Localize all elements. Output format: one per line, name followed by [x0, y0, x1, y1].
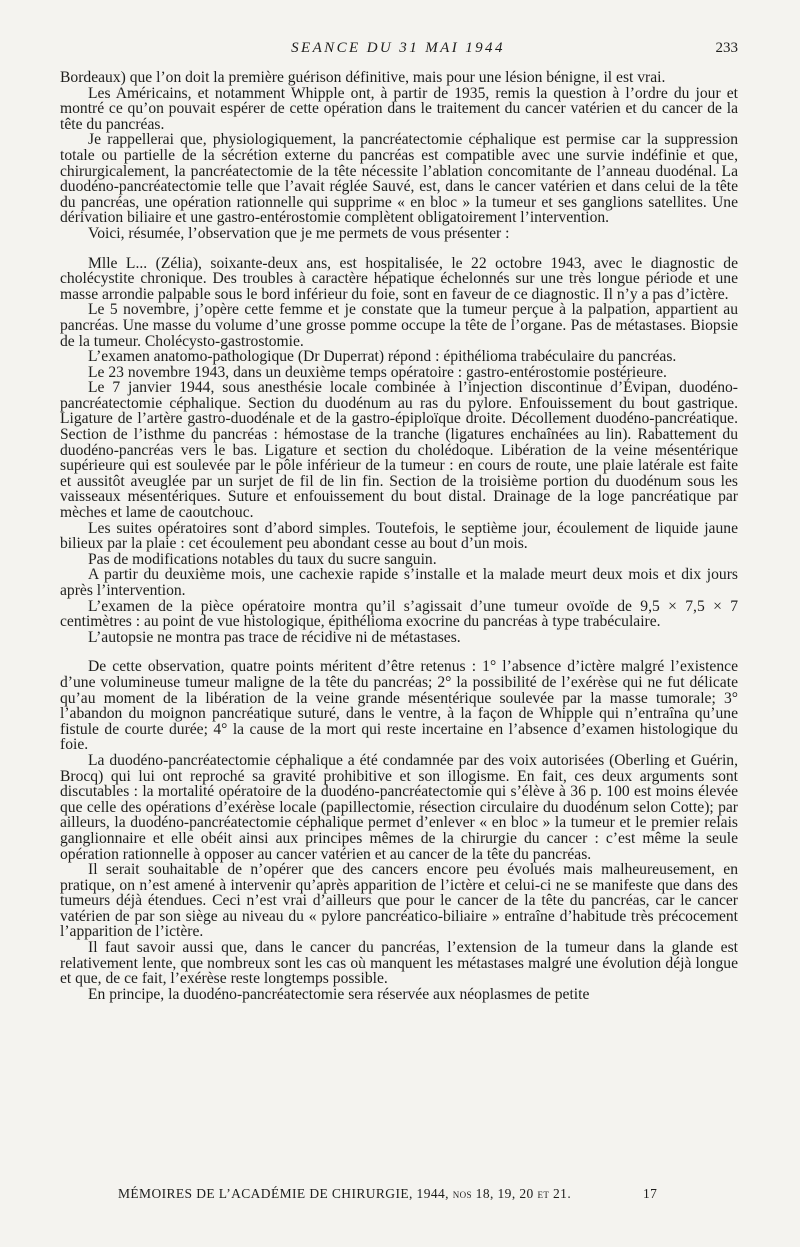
paragraph: L’examen anatomo-pathologique (Dr Duperrat) répond : épithélioma trabéculaire du pancréas. [88, 348, 677, 366]
paragraph: Le 23 novembre 1943, dans un deuxième temps opératoire : gastro-entérostomie postérieure. [88, 363, 667, 381]
paragraph: Le 5 novembre, j’opère cette femme et je constate que la tumeur perçue à la palpation, appartient au pancréas. Une masse du volume d’une grosse pomme occupe la tête de l’organe. Pas de métastases. Biopsie de la tumeur. Cholécysto-gastrostomie. [60, 301, 738, 350]
paragraph: Voici, résumée, l’observation que je me permets de vous présenter : [88, 224, 510, 242]
paragraph: Les suites opératoires sont d’abord simples. Toutefois, le septième jour, écoulement de liquide jaune bilieux par la plaie : cet écoulement peu abondant cesse au bout d’un mois. [60, 519, 738, 553]
paragraph: Les Américains, et notamment Whipple ont, à partir de 1935, remis la question à l’ordre du jour et montré ce qu’on pouvait espérer de cette opération dans le traitement du cancer vatérien et du cancer de la tête du pancréas. [60, 84, 738, 133]
paragraph: Pas de modifications notables du taux du sucre sanguin. [88, 550, 437, 568]
paragraph: Je rappellerai que, physiologiquement, la pancréatectomie céphalique est permise car la suppression totale ou partielle de la sécrétion externe du pancréas est compatible avec une survie indéfinie et que, chirurgicalement, la pancréatectomie de la tête nécessite l’ablation concomitante de l’anneau duodénal. La duodéno-pancréatectomie telle que l’avait réglée Sauvé, est, dans le cancer vatérien et dans celui de la tête du pancréas, une opération rationnelle qui supprime « en bloc » la tumeur et ses ganglions satellites. Une dérivation biliaire et une gastro-entérostomie complètent obligatoirement l’intervention. [60, 131, 738, 227]
paragraph: L’autopsie ne montra pas trace de récidive ni de métastases. [88, 628, 461, 646]
paragraph: Le 7 janvier 1944, sous anesthésie locale combinée à l’injection discontinue d’Évipan, duodéno-pancréatectomie céphalique. Section du duodénum au ras du pylore. Enfouissement du bout gastrique. Ligature de l’artère gastro-duodénale et de la gastro-épiploïque droite. Décollement duodéno-pancréatique. Section de l’isthme du pancréas : hémostase de la tranche (ligatures enchaînées au lin). Rabattement du duodéno-pancréas vers le bas. Ligature et section du cholédoque. Libération de la veine mésentérique supérieure qui est soulevée par le pôle inférieur de la tumeur : en cours de route, une plaie latérale est faite et aussitôt aveuglée par un surjet de fil de lin fin. Section de la troisième portion du duodénum sous les vaisseaux mésentériques. Suture et enfouissement du bout distal. Drainage de la loge pancréatique par mèches et lame de caoutchouc. [60, 379, 738, 522]
page-header [58, 40, 738, 60]
body-text [60, 70, 738, 1002]
paragraph: En principe, la duodéno-pancréatectomie sera réservée aux néoplasmes de petite [88, 985, 590, 1003]
paragraph: Il serait souhaitable de n’opérer que des cancers encore peu évolués mais malheureusement, en pratique, on n’est amené à intervenir qu’après apparition de l’ictère et celui-ci ne se manifeste que dans des tumeurs déjà étendues. Ceci n’est vrai d’ailleurs que pour le cancer de la tête du pancréas, car le cancer vatérien de par son siège au niveau du « pylore pancréatico-biliaire » entraîne d’habitude très précocement l’apparition de l’ictère. [60, 861, 738, 941]
paragraph: A partir du deuxième mois, une cachexie rapide s’installe et la malade meurt deux mois et dix jours après l’intervention. [60, 566, 738, 599]
paragraph: De cette observation, quatre points méritent d’être retenus : 1° l’absence d’ictère malgré l’existence d’une volumineuse tumeur maligne de la tête du pancréas; 2° la possibilité de l’exérèse qui ne fut délicate qu’au moment de la libération de la veine grande mésentérique soulevée par la masse tumorale; 3° l’abandon du moignon pancréatique suturé, dans le ventre, à la façon de Whipple qui n’entraîna qu’une fistule de courte durée; 4° la cause de la mort qui reste incertaine en l’absence d’examen histologique du foie. [60, 658, 738, 754]
running-title: SEANCE DU 31 MAI 1944 [291, 40, 505, 56]
page-number: 233 [715, 40, 738, 56]
paragraph: Il faut savoir aussi que, dans le cancer du pancréas, l’extension de la tumeur dans la glande est relativement lente, que nombreux sont les cas où manquent les métastases malgré une évolution déjà longue et que, de ce fait, l’exérèse reste longtemps possible. [60, 939, 738, 988]
footer-folio: MÉMOIRES DE L’ACADÉMIE DE CHIRURGIE, 1944, nos 18, 19, 20 et 21. [118, 1186, 572, 1201]
case-report [60, 256, 738, 646]
paragraph: Bordeaux) que l’on doit la première guérison définitive, mais pour une lésion bénigne, il est vrai. [60, 69, 666, 86]
paragraph: L’examen de la pièce opératoire montra qu’il s’agissait d’une tumeur ovoïde de 9,5 × 7,5 × 7 centimètres : au point de vue histologique, épithélioma exocrine du pancréas à type trabéculaire. [60, 597, 738, 631]
footer-signature: 17 [643, 1186, 658, 1201]
paragraph: Mlle L... (Zélia), soixante-deux ans, est hospitalisée, le 22 octobre 1943, avec le diagnostic de cholécystite chronique. Des troubles à caractère hépatique échelonnés sur une très longue période et une masse arrondie palpable sous le bord inférieur du foie, sont en faveur de ce diagnostic. Il n’y a pas d’ictère. [60, 254, 738, 303]
paragraph: La duodéno-pancréatectomie céphalique a été condamnée par des voix autorisées (Oberling et Guérin, Brocq) qui lui ont reproché sa gravité prohibitive et son illogisme. En fait, ces deux arguments sont discutables : la mortalité opératoire de la duodéno-pancréatectomie qui s’élève à 36 p. 100 est moins élevée que celle des opérations d’exérèse locale (papillectomie, résection circulaire du duodénum selon Cotte); par ailleurs, la duodéno-pancréatectomie céphalique permet d’enlever « en bloc » la tumeur et le premier relais ganglionnaire et elle obéit ainsi aux principes mêmes de la chirurgie du cancer : c’est même la seule opération rationnelle à opposer au cancer vatérien et au cancer de la tête du pancréas. [60, 751, 738, 863]
